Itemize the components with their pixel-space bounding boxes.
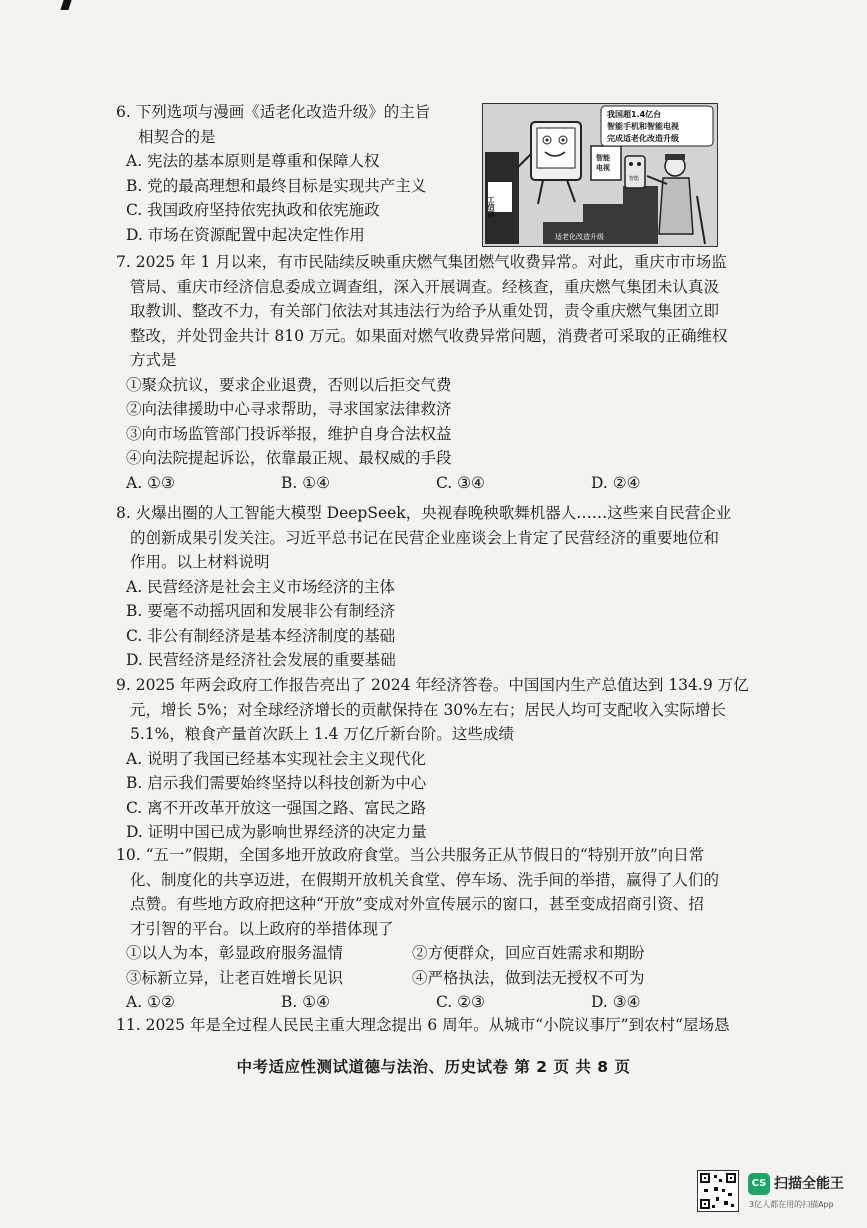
q10-stem-line4: 才引智的平台。以上政府的举措体现了 <box>130 919 394 938</box>
camscanner-logo: CS <box>748 1173 770 1195</box>
corner-mark <box>60 0 71 10</box>
q9-option-d: D. 证明中国已成为影响世界经济的决定力量 <box>126 823 427 841</box>
q10-option-a: A. ①② <box>126 993 175 1011</box>
speech-line-2: 智能手机和智能电视 <box>607 122 679 131</box>
tv-label-text: 智能 <box>596 154 610 162</box>
q10-items-row2 <box>116 966 736 991</box>
smart-tv-box <box>591 146 621 180</box>
q8-option-d: D. 民营经济是经济社会发展的重要基础 <box>126 651 396 669</box>
q9-option-b: B. 启示我们需要始终坚持以科技创新为中心 <box>126 774 427 792</box>
q10-item-4: ④严格执法，做到法无授权不可为 <box>412 968 645 987</box>
q7-option-a: A. ①③ <box>126 473 175 492</box>
q10-item-2: ②方便群众，回应百姓需求和期盼 <box>412 944 645 962</box>
q8-option-c: C. 非公有制经济是基本经济制度的基础 <box>126 626 396 645</box>
q9-option-c: C. 离不开改革开放这一强国之路、富民之路 <box>126 798 427 817</box>
camscanner-tagline: 3亿人都在用的扫描App <box>749 1200 834 1209</box>
q9-option-a: A. 说明了我国已经基本实现社会主义现代化 <box>126 749 427 768</box>
question-11 <box>116 1013 736 1038</box>
q8-option-b: B. 要毫不动摇巩固和发展非公有制经济 <box>126 602 396 620</box>
question-8 <box>116 501 736 673</box>
q7-option-d: D. ②④ <box>591 473 641 492</box>
qr-pattern <box>698 1171 738 1211</box>
q9-stem-line3: 5.1%，粮食产量首次跃上 1.4 万亿斤新台阶。这些成绩 <box>130 725 514 743</box>
q10-stem-line3: 点赞。有些地方政府把这种“开放”变成对外宣传展示的窗口，甚至变成招商引资、招 <box>130 895 704 913</box>
q7-item-1: ①聚众抗议，要求企业退费，否则以后拒交气费 <box>126 375 452 394</box>
q6-option-d: D. 市场在资源配置中起决定性作用 <box>126 225 365 244</box>
q7-item-3: ③向市场监管部门投诉举报，维护自身合法权益 <box>126 424 452 443</box>
q7-stem-line4: 整改，并处罚金共计 810 万元。如果面对燃气收费异常问题，消费者可采取的正确维权 <box>130 326 728 345</box>
q10-item-3: ③标新立异，让老百姓增长见识 <box>126 968 344 987</box>
q6-option-b: B. 党的最高理想和最终目标是实现共产主义 <box>126 176 427 195</box>
camscanner-name: 扫描全能王 <box>774 1176 844 1192</box>
q7-stem-line5: 方式是 <box>130 351 177 369</box>
q7-stem-line3: 取教训、整改不力，有关部门依法对其违法行为给予从重处罚，责令重庆燃气集团立即 <box>130 302 720 320</box>
speech-line-3: 完成适老化改造升级 <box>607 134 679 143</box>
phone-label-text: 智能 <box>629 176 640 182</box>
q10-stem-line2: 化、制度化的共享迈进，在假期开放机关食堂、停车场、洗手间的举措，赢得了人们的 <box>130 870 720 889</box>
q10-option-b: B. ①④ <box>281 993 331 1011</box>
phone-body <box>625 156 645 188</box>
speech-line-1: 我国超1.4亿台 <box>607 110 662 119</box>
q11-stem-line1: 11. 2025 年是全过程人民民主重大理念提出 6 周年。从城市“小院议事厅”到农村“屋场恳 <box>116 1016 730 1034</box>
q7-options <box>116 471 736 496</box>
door-label-text: 工信部 <box>487 196 495 217</box>
q10-stem-line1: 10. “五一”假期，全国多地开放政府食堂。当公共服务正从节假日的“特别开放”向日常 <box>116 846 705 864</box>
q6-option-a: A. 宪法的基本原则是尊重和保障人权 <box>126 152 380 170</box>
q8-option-a: A. 民营经济是社会主义市场经济的主体 <box>126 577 396 596</box>
q6-stem-line1: 6. 下列选项与漫画《适老化改造升级》的主旨 <box>116 103 431 121</box>
q6-option-c: C. 我国政府坚持依宪执政和依宪施政 <box>126 201 380 219</box>
q10-item-1: ①以人为本，彰显政府服务温情 <box>126 944 344 962</box>
question-7 <box>116 250 736 495</box>
q8-stem-line2: 的创新成果引发关注。习近平总书记在民营企业座谈会上肯定了民营经济的重要地位和 <box>130 528 720 547</box>
page-footer: 中考适应性测试道德与法治、历史试卷 第 2 页 共 8 页 <box>236 1058 631 1076</box>
q10-option-c: C. ②③ <box>436 993 485 1011</box>
q6-stem-line2: 相契合的是 <box>138 127 216 146</box>
q7-option-b: B. ①④ <box>281 473 331 492</box>
q7-item-4: ④向法院提起诉讼，依靠最正规、最权威的手段 <box>126 449 452 467</box>
q8-stem-line1: 8. 火爆出圈的人工智能大模型 DeepSeek，央视春晚秧歌舞机器人……这些来自民营企业 <box>116 504 732 522</box>
stairs-label-text: 适老化改造升级 <box>555 233 604 241</box>
q7-item-2: ②向法律援助中心寻求帮助，寻求国家法律救济 <box>126 400 452 418</box>
cartoon-illustration <box>483 104 717 246</box>
question-10 <box>116 843 736 1015</box>
q9-stem-line2: 元，增长 5%；对全球经济增长的贡献保持在 30%左右；居民人均可支配收入实际增长 <box>130 700 726 719</box>
q7-stem-line1: 7. 2025 年 1 月以来，有市民陆续反映重庆燃气集团燃气收费异常。对此，重庆市市场监 <box>116 253 727 271</box>
q9-stem-line1: 9. 2025 年两会政府工作报告亮出了 2024 年经济答卷。中国国内生产总值达到 134.9 万亿 <box>116 676 749 694</box>
q7-stem-line2: 管局、重庆市经济信息委成立调查组，深入开展调查。经核查，重庆燃气集团未认真汲 <box>130 277 720 296</box>
q10-option-d: D. ③④ <box>591 993 641 1011</box>
cartoon-image <box>482 103 718 247</box>
q8-stem-line3: 作用。以上材料说明 <box>130 553 270 571</box>
q7-option-c: C. ③④ <box>436 473 485 492</box>
svg-text:电视: 电视 <box>596 164 610 172</box>
q10-items-row1 <box>116 941 736 966</box>
qr-code <box>697 1170 739 1212</box>
question-9 <box>116 673 749 845</box>
q10-options <box>116 990 736 1015</box>
